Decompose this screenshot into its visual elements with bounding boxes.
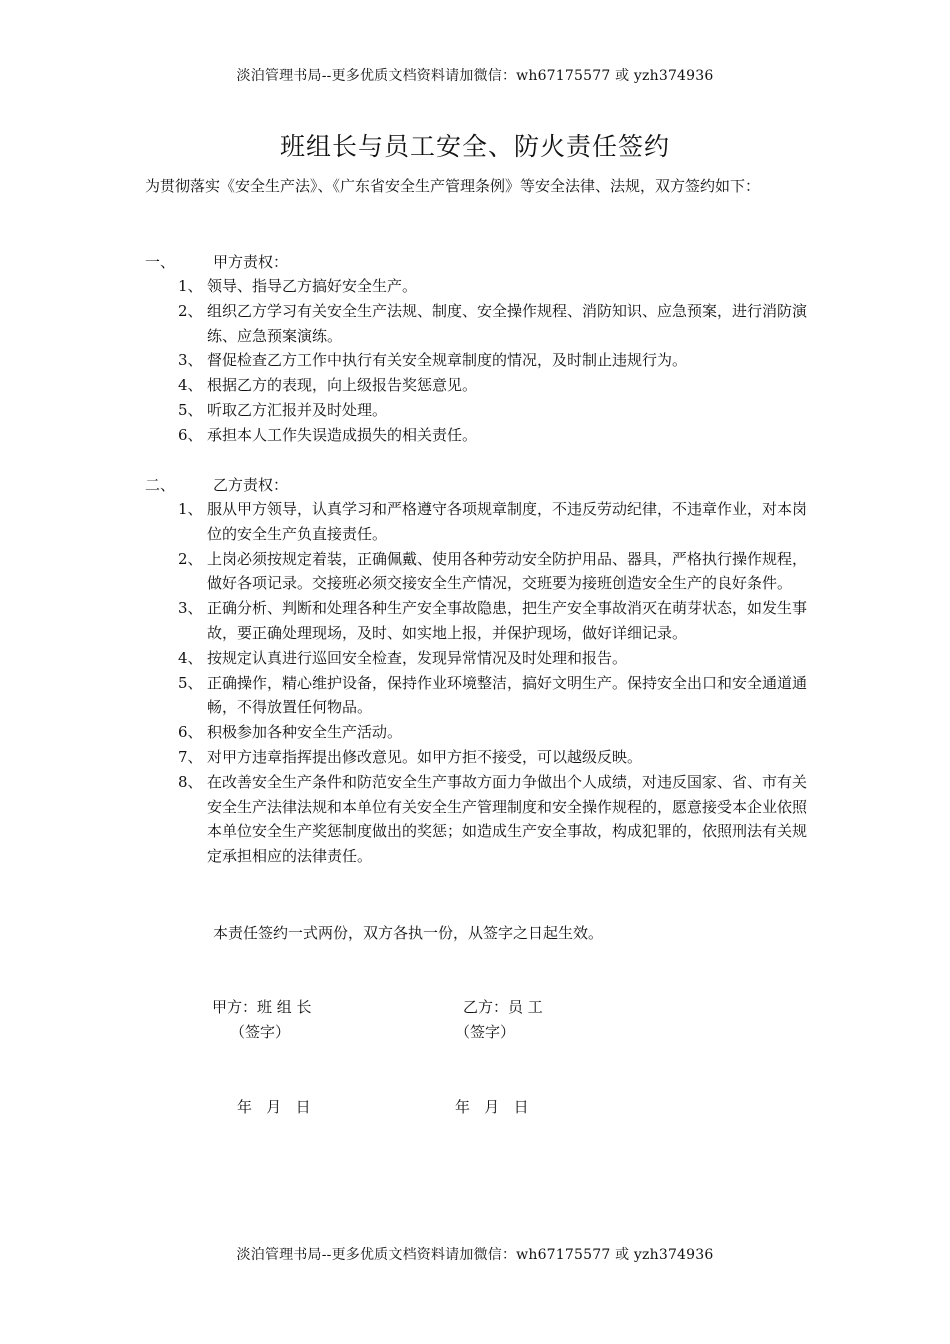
item-number: 6、	[178, 723, 203, 742]
item-text: 正确分析、判断和处理各种生产安全事故隐患，把生产安全事故消灭在萌芽状态，如发生事故，要正确处理现场，及时、如实地上报，并保护现场，做好详细记录。	[207, 599, 808, 642]
item-number: 4、	[178, 648, 203, 667]
item-text: 对甲方违章指挥提出修改意见。如甲方拒不接受，可以越级反映。	[207, 747, 643, 766]
document-title: 班组长与员工安全、防火责任签约	[279, 132, 670, 161]
list-item	[178, 646, 818, 671]
item-number: 3、	[178, 351, 203, 370]
list-item	[178, 423, 818, 448]
list-item	[178, 720, 818, 745]
party-b-label: 乙方：员 工	[463, 998, 543, 1016]
party-b-date: 年 月 日	[455, 1098, 529, 1116]
party-b-sign-placeholder: （签字）	[455, 1023, 516, 1041]
item-number: 7、	[178, 747, 203, 766]
item-text: 组织乙方学习有关安全生产法规、制度、安全操作规程、消防知识、应急预案，进行消防演练、应急预案演练。	[207, 301, 808, 345]
list-item	[178, 497, 818, 547]
item-text: 根据乙方的表现，向上级报告奖惩意见。	[207, 376, 478, 395]
item-text: 积极参加各种安全生产活动。	[207, 723, 403, 742]
section-1-label: 甲方责权：	[213, 253, 289, 271]
item-text: 按规定认真进行巡回安全检查，发现异常情况及时处理和报告。	[207, 648, 628, 667]
item-number: 2、	[178, 301, 203, 320]
item-text: 督促检查乙方工作中执行有关安全规章制度的情况，及时制止违规行为。	[207, 351, 688, 370]
party-a-date: 年 月 日	[237, 1098, 311, 1116]
list-item	[178, 745, 818, 770]
footer-watermark-text: 淡泊管理书局--更多优质文档资料请加微信：wh67175577 或 yzh374936	[236, 1247, 714, 1263]
item-text: 正确操作，精心维护设备，保持作业环境整洁，搞好文明生产。保持安全出口和安全通道通畅，不得放置任何物品。	[207, 673, 808, 717]
list-item	[178, 770, 818, 869]
item-text: 承担本人工作失误造成损失的相关责任。	[207, 425, 478, 444]
item-number: 1、	[178, 277, 203, 295]
list-item	[178, 398, 818, 423]
party-a-label: 甲方：班 组 长	[212, 998, 312, 1016]
section-1-list	[178, 274, 818, 448]
item-number: 5、	[178, 673, 203, 692]
item-text: 上岗必须按规定着装，正确佩戴、使用各种劳动安全防护用品、器具，严格执行操作规程，做好各项记录。交接班必须交接安全生产情况，交班要为接班创造安全生产的良好条件。	[207, 549, 808, 593]
list-item	[178, 671, 818, 721]
intro-paragraph: 为贯彻落实《安全生产法》、《广东省安全生产管理条例》等安全法律、法规，双方签约如下：	[145, 177, 761, 195]
item-number: 4、	[178, 376, 203, 395]
section-2-heading	[145, 473, 288, 498]
section-2-list	[178, 497, 818, 869]
item-number: 5、	[178, 400, 203, 419]
section-2-label: 乙方责权：	[213, 476, 289, 494]
section-1-heading	[145, 250, 288, 275]
item-number: 2、	[178, 549, 203, 568]
item-number: 3、	[178, 599, 203, 618]
list-item	[178, 348, 818, 373]
section-2-number: 二、	[145, 476, 176, 494]
item-text: 在改善安全生产条件和防范安全生产事故方面力争做出个人成绩，对违反国家、省、市有关安全生产法律法规和本单位有关安全生产管理制度和安全操作规程的，愿意接受本企业依照本单位安全生产奖惩制度做出的奖惩；如造成生产安全事故，构成犯罪的，依照刑法有关规定承担相应的法律责任。	[207, 772, 808, 866]
list-item	[178, 596, 818, 646]
party-a-sign-placeholder: （签字）	[230, 1023, 291, 1041]
item-number: 1、	[178, 500, 203, 518]
section-1-number: 一、	[145, 253, 176, 271]
list-item	[178, 299, 818, 349]
item-text: 领导、指导乙方搞好安全生产。	[207, 277, 418, 295]
header-watermark-text: 淡泊管理书局--更多优质文档资料请加微信：wh67175577 或 yzh374936	[236, 68, 714, 84]
item-number: 8、	[178, 772, 203, 791]
item-text: 听取乙方汇报并及时处理。	[207, 400, 388, 419]
item-number: 6、	[178, 425, 203, 444]
closing-statement: 本责任签约一式两份，双方各执一份，从签字之日起生效。	[213, 924, 604, 942]
list-item	[178, 547, 818, 597]
item-text: 服从甲方领导，认真学习和严格遵守各项规章制度，不违反劳动纪律，不违章作业，对本岗位的安全生产负直接责任。	[207, 500, 808, 543]
list-item	[178, 373, 818, 398]
list-item	[178, 274, 818, 299]
